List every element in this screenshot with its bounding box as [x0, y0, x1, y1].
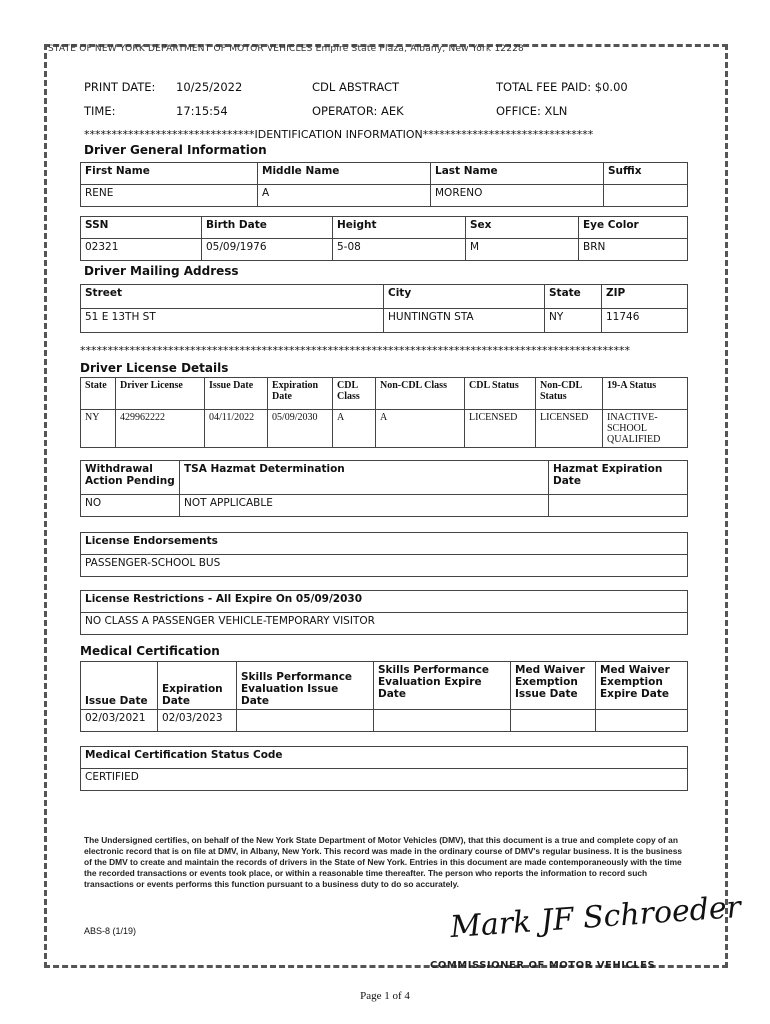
license-cell: 05/09/2030 [268, 410, 333, 448]
license-col-header: Issue Date [205, 378, 268, 410]
driver-name-table [80, 162, 688, 207]
birth-date: 05/09/1976 [202, 239, 333, 261]
suffix-label: Suffix [604, 163, 688, 185]
mailing-table [80, 284, 688, 333]
restrictions-table [80, 590, 688, 635]
medical-status-label: Medical Certification Status Code [81, 747, 688, 769]
eye-color-label: Eye Color [579, 217, 688, 239]
license-cell: 04/11/2022 [205, 410, 268, 448]
last-name: MORENO [431, 185, 604, 207]
license-col-header: Non-CDL Status [536, 378, 603, 410]
medical-col-header: Med Waiver Exemption Issue Date [511, 662, 596, 710]
suffix [604, 185, 688, 207]
license-cell: NY [81, 410, 116, 448]
mailing-title: Driver Mailing Address [84, 264, 239, 278]
time: 17:15:54 [176, 104, 228, 118]
license-col-header: 19-A Status [603, 378, 688, 410]
operator: OPERATOR: AEK [312, 104, 404, 118]
commissioner-signature: Mark JF Schroeder [449, 889, 743, 946]
license-col-header: Expiration Date [268, 378, 333, 410]
total-fee: TOTAL FEE PAID: $0.00 [496, 80, 628, 94]
eye-color: BRN [579, 239, 688, 261]
form-id: ABS-8 (1/19) [84, 926, 137, 936]
medical-cell [511, 710, 596, 732]
medical-col-header: Issue Date [81, 662, 158, 710]
hazmat-exp-value [549, 495, 688, 517]
medical-col-header: Skills Performance Evaluation Issue Date [237, 662, 374, 710]
zip: 11746 [602, 309, 688, 333]
license-cell: LICENSED [465, 410, 536, 448]
medical-col-header: Expiration Date [158, 662, 237, 710]
certification-text: The Undersigned certifies, on behalf of the New York State Department of Motor Vehicles (DMV), that this document is a true and complete copy of an electronic record that is on file at DMV, in Albany, New York. This record was made in the ordinary course of DMV's regular business. It is the business of the DMV to create and maintain the records of drivers in the State of New York. Entries in this document are made contemporaneously with the time the recorded transactions or events took place, or within a reasonable time thereafter. The person who reports the information to record such transactions or events performs this function pursuant to a business duty to do so accurately. [84, 835, 683, 889]
medical-cell: 02/03/2023 [158, 710, 237, 732]
driver-physical-table [80, 216, 688, 261]
medical-status-value: CERTIFIED [81, 769, 688, 791]
last-name-label: Last Name [431, 163, 604, 185]
middle-name-label: Middle Name [258, 163, 431, 185]
medical-cell [237, 710, 374, 732]
ssn: 02321 [81, 239, 202, 261]
license-cell: A [376, 410, 465, 448]
print-date-label: PRINT DATE: [84, 80, 156, 94]
endorsements-value: PASSENGER-SCHOOL BUS [81, 555, 688, 577]
state-label: State [545, 285, 602, 309]
first-name-label: First Name [81, 163, 258, 185]
tsa-value: NOT APPLICABLE [180, 495, 549, 517]
license-col-header: CDL Class [333, 378, 376, 410]
medical-status-table [80, 746, 688, 791]
license-col-header: Non-CDL Class [376, 378, 465, 410]
print-date: 10/25/2022 [176, 80, 243, 94]
first-name: RENE [81, 185, 258, 207]
withdrawal-value: NO [81, 495, 180, 517]
height: 5-08 [333, 239, 466, 261]
medical-title: Medical Certification [80, 644, 220, 658]
withdrawal-label: Withdrawal Action Pending [81, 461, 180, 495]
license-col-header: Driver License [116, 378, 205, 410]
withdrawal-table [80, 460, 688, 517]
ssn-label: SSN [81, 217, 202, 239]
endorsements-table [80, 532, 688, 577]
identification-banner: *******************************IDENTIFICATION INFORMATION******************************* [84, 128, 594, 141]
endorsements-label: License Endorsements [81, 533, 688, 555]
medical-table [80, 661, 688, 732]
medical-cell: 02/03/2021 [81, 710, 158, 732]
time-label: TIME: [84, 104, 116, 118]
license-cell: 429962222 [116, 410, 205, 448]
medical-col-header: Skills Performance Evaluation Expire Date [374, 662, 511, 710]
agency-header: STATE OF NEW YORK DEPARTMENT OF MOTOR VEHICLES Empire State Plaza, Albany, New York 12228 [48, 44, 524, 54]
office: OFFICE: XLN [496, 104, 568, 118]
middle-name: A [258, 185, 431, 207]
restrictions-value: NO CLASS A PASSENGER VEHICLE-TEMPORARY VISITOR [81, 613, 688, 635]
height-label: Height [333, 217, 466, 239]
birth-date-label: Birth Date [202, 217, 333, 239]
street: 51 E 13TH ST [81, 309, 384, 333]
driver-general-title: Driver General Information [84, 143, 267, 157]
zip-label: ZIP [602, 285, 688, 309]
city-label: City [384, 285, 545, 309]
restrictions-label: License Restrictions - All Expire On 05/09/2030 [81, 591, 688, 613]
license-col-header: State [81, 378, 116, 410]
license-cell: A [333, 410, 376, 448]
abstract-type: CDL ABSTRACT [312, 80, 400, 94]
license-cell: INACTIVE-SCHOOL QUALIFIED [603, 410, 688, 448]
signer-title: COMMISSIONER OF MOTOR VEHICLES [430, 960, 656, 971]
medical-cell [596, 710, 688, 732]
street-label: Street [81, 285, 384, 309]
hazmat-exp-label: Hazmat Expiration Date [549, 461, 688, 495]
separator-stars: **************************************************************************************************** [80, 344, 630, 357]
medical-cell [374, 710, 511, 732]
city: HUNTINGTN STA [384, 309, 545, 333]
sex: M [466, 239, 579, 261]
tsa-label: TSA Hazmat Determination [180, 461, 549, 495]
state: NY [545, 309, 602, 333]
license-title: Driver License Details [80, 361, 229, 375]
license-col-header: CDL Status [465, 378, 536, 410]
license-table [80, 377, 688, 448]
medical-col-header: Med Waiver Exemption Expire Date [596, 662, 688, 710]
sex-label: Sex [466, 217, 579, 239]
page-number: Page 1 of 4 [360, 990, 410, 1002]
license-cell: LICENSED [536, 410, 603, 448]
